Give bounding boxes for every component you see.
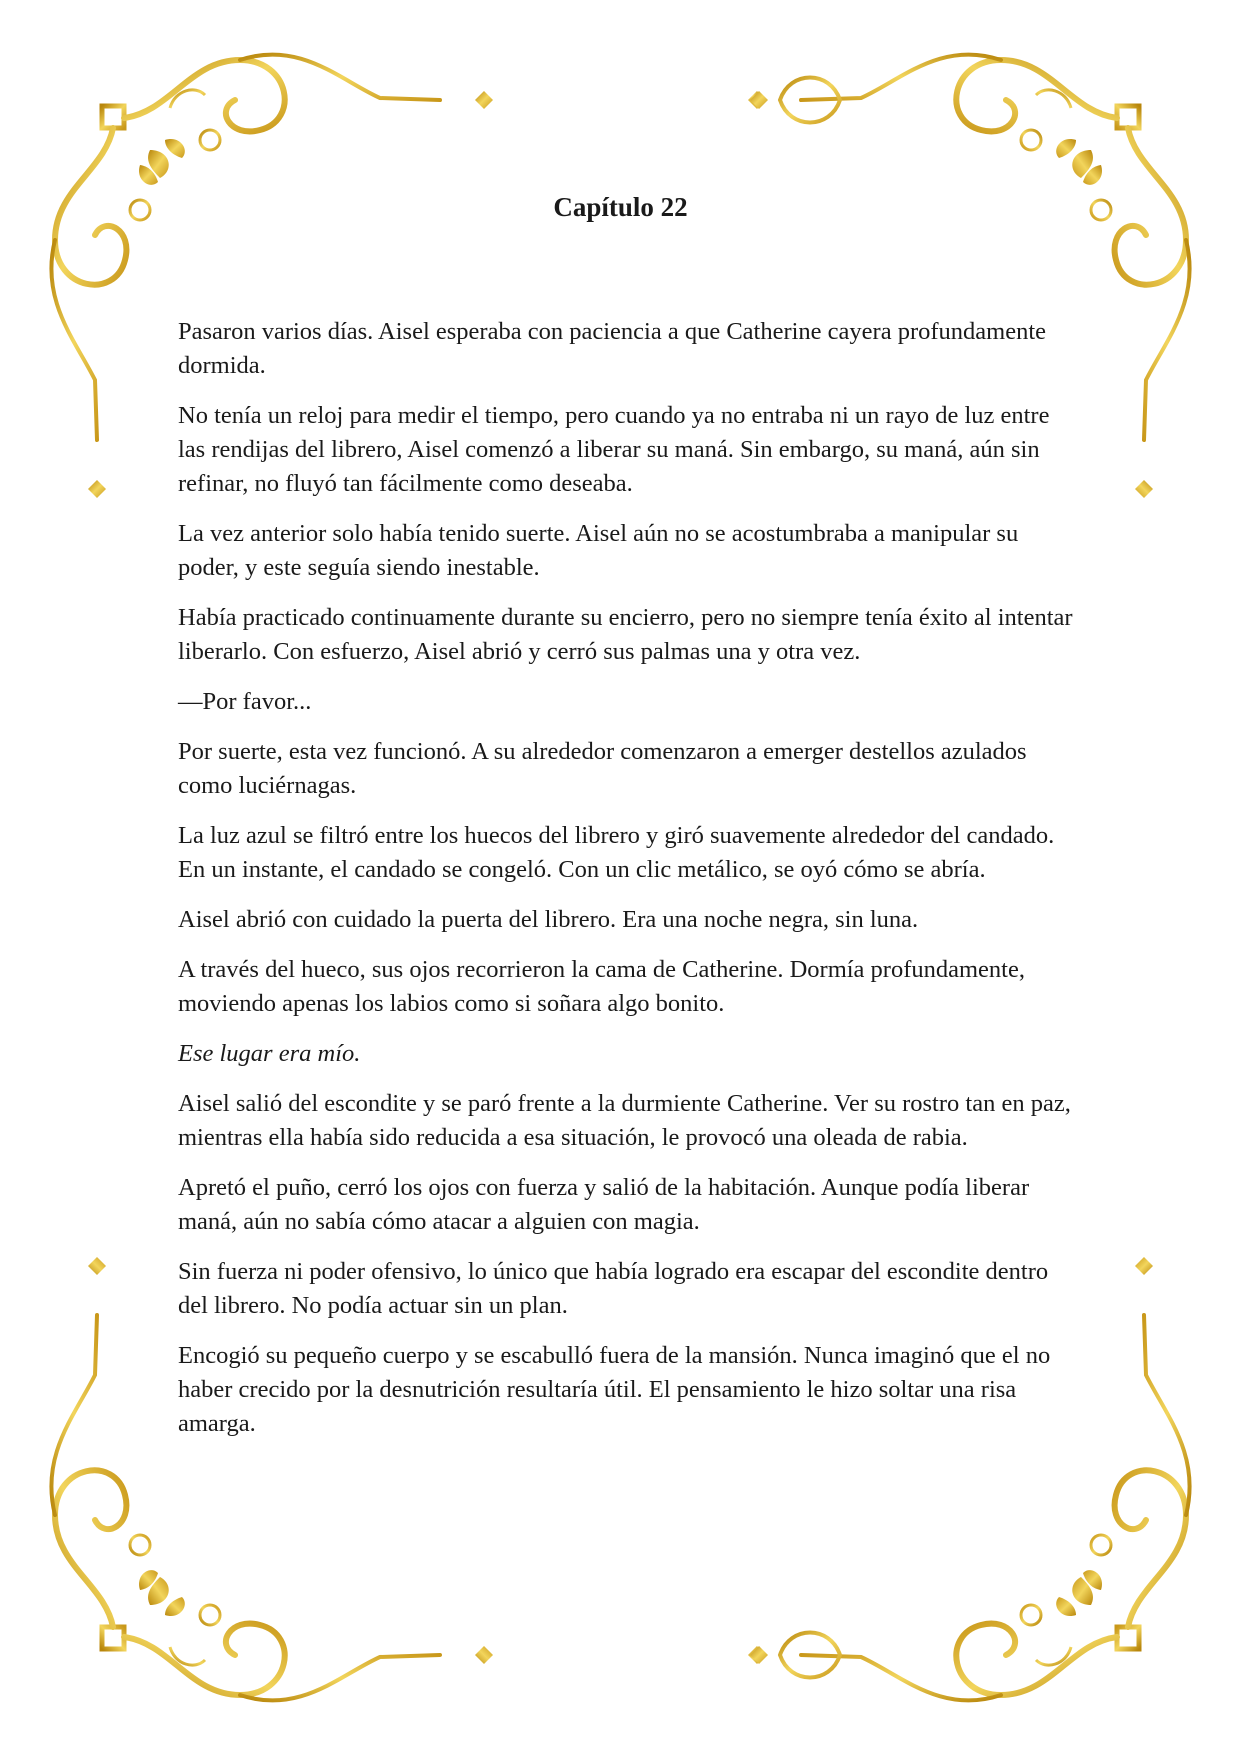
paragraph: Por suerte, esta vez funcionó. A su alrededor comenzaron a emerger destellos azulados como luciérnagas.: [178, 738, 1027, 799]
paragraph: A través del hueco, sus ojos recorrieron la cama de Catherine. Dormía profundamente, moviendo apenas los labios como si soñara algo bonito.: [178, 956, 1025, 1017]
paragraph: Pasaron varios días. Aisel esperaba con paciencia a que Catherine cayera profundamente dormida.: [178, 318, 1047, 379]
dialogue-paragraph: —Por favor...: [178, 688, 312, 715]
paragraph: Aisel salió del escondite y se paró frente a la durmiente Catherine. Ver su rostro tan en paz, mientras ella había sido reducida a esa situación, le provocó una oleada de rabia.: [178, 1090, 1071, 1151]
paragraph: Había practicado continuamente durante su encierro, pero no siempre tenía éxito al intentar liberarlo. Con esfuerzo, Aisel abrió y cerró sus palmas una y otra vez.: [178, 604, 1073, 665]
paragraph: Apretó el puño, cerró los ojos con fuerza y salió de la habitación. Aunque podía liberar maná, aún no sabía cómo atacar a alguien con magia.: [178, 1174, 1030, 1235]
paragraph: La vez anterior solo había tenido suerte. Aisel aún no se acostumbraba a manipular su poder, y este seguía siendo inestable.: [178, 520, 1019, 581]
paragraph: Sin fuerza ni poder ofensivo, lo único que había logrado era escapar del escondite dentro del librero. No podía actuar sin un plan.: [178, 1258, 1049, 1319]
chapter-body: [178, 315, 1078, 1457]
paragraph: La luz azul se filtró entre los huecos del librero y giró suavemente alrededor del candado. En un instante, el candado se congeló. Con un clic metálico, se oyó cómo se abría.: [178, 822, 1055, 883]
thought-paragraph: Ese lugar era mío.: [178, 1040, 361, 1067]
paragraph: Aisel abrió con cuidado la puerta del librero. Era una noche negra, sin luna.: [178, 906, 919, 933]
paragraph: Encogió su pequeño cuerpo y se escabulló fuera de la mansión. Nunca imaginó que el no haber crecido por la desnutrición resultaría útil. El pensamiento le hizo soltar una risa amarga.: [178, 1342, 1051, 1437]
paragraph: No tenía un reloj para medir el tiempo, pero cuando ya no entraba ni un rayo de luz entre las rendijas del librero, Aisel comenzó a liberar su maná. Sin embargo, su maná, aún sin refinar, no fluyó tan fácilmente como deseaba.: [178, 402, 1050, 497]
chapter-title: Capítulo 22: [553, 192, 688, 222]
